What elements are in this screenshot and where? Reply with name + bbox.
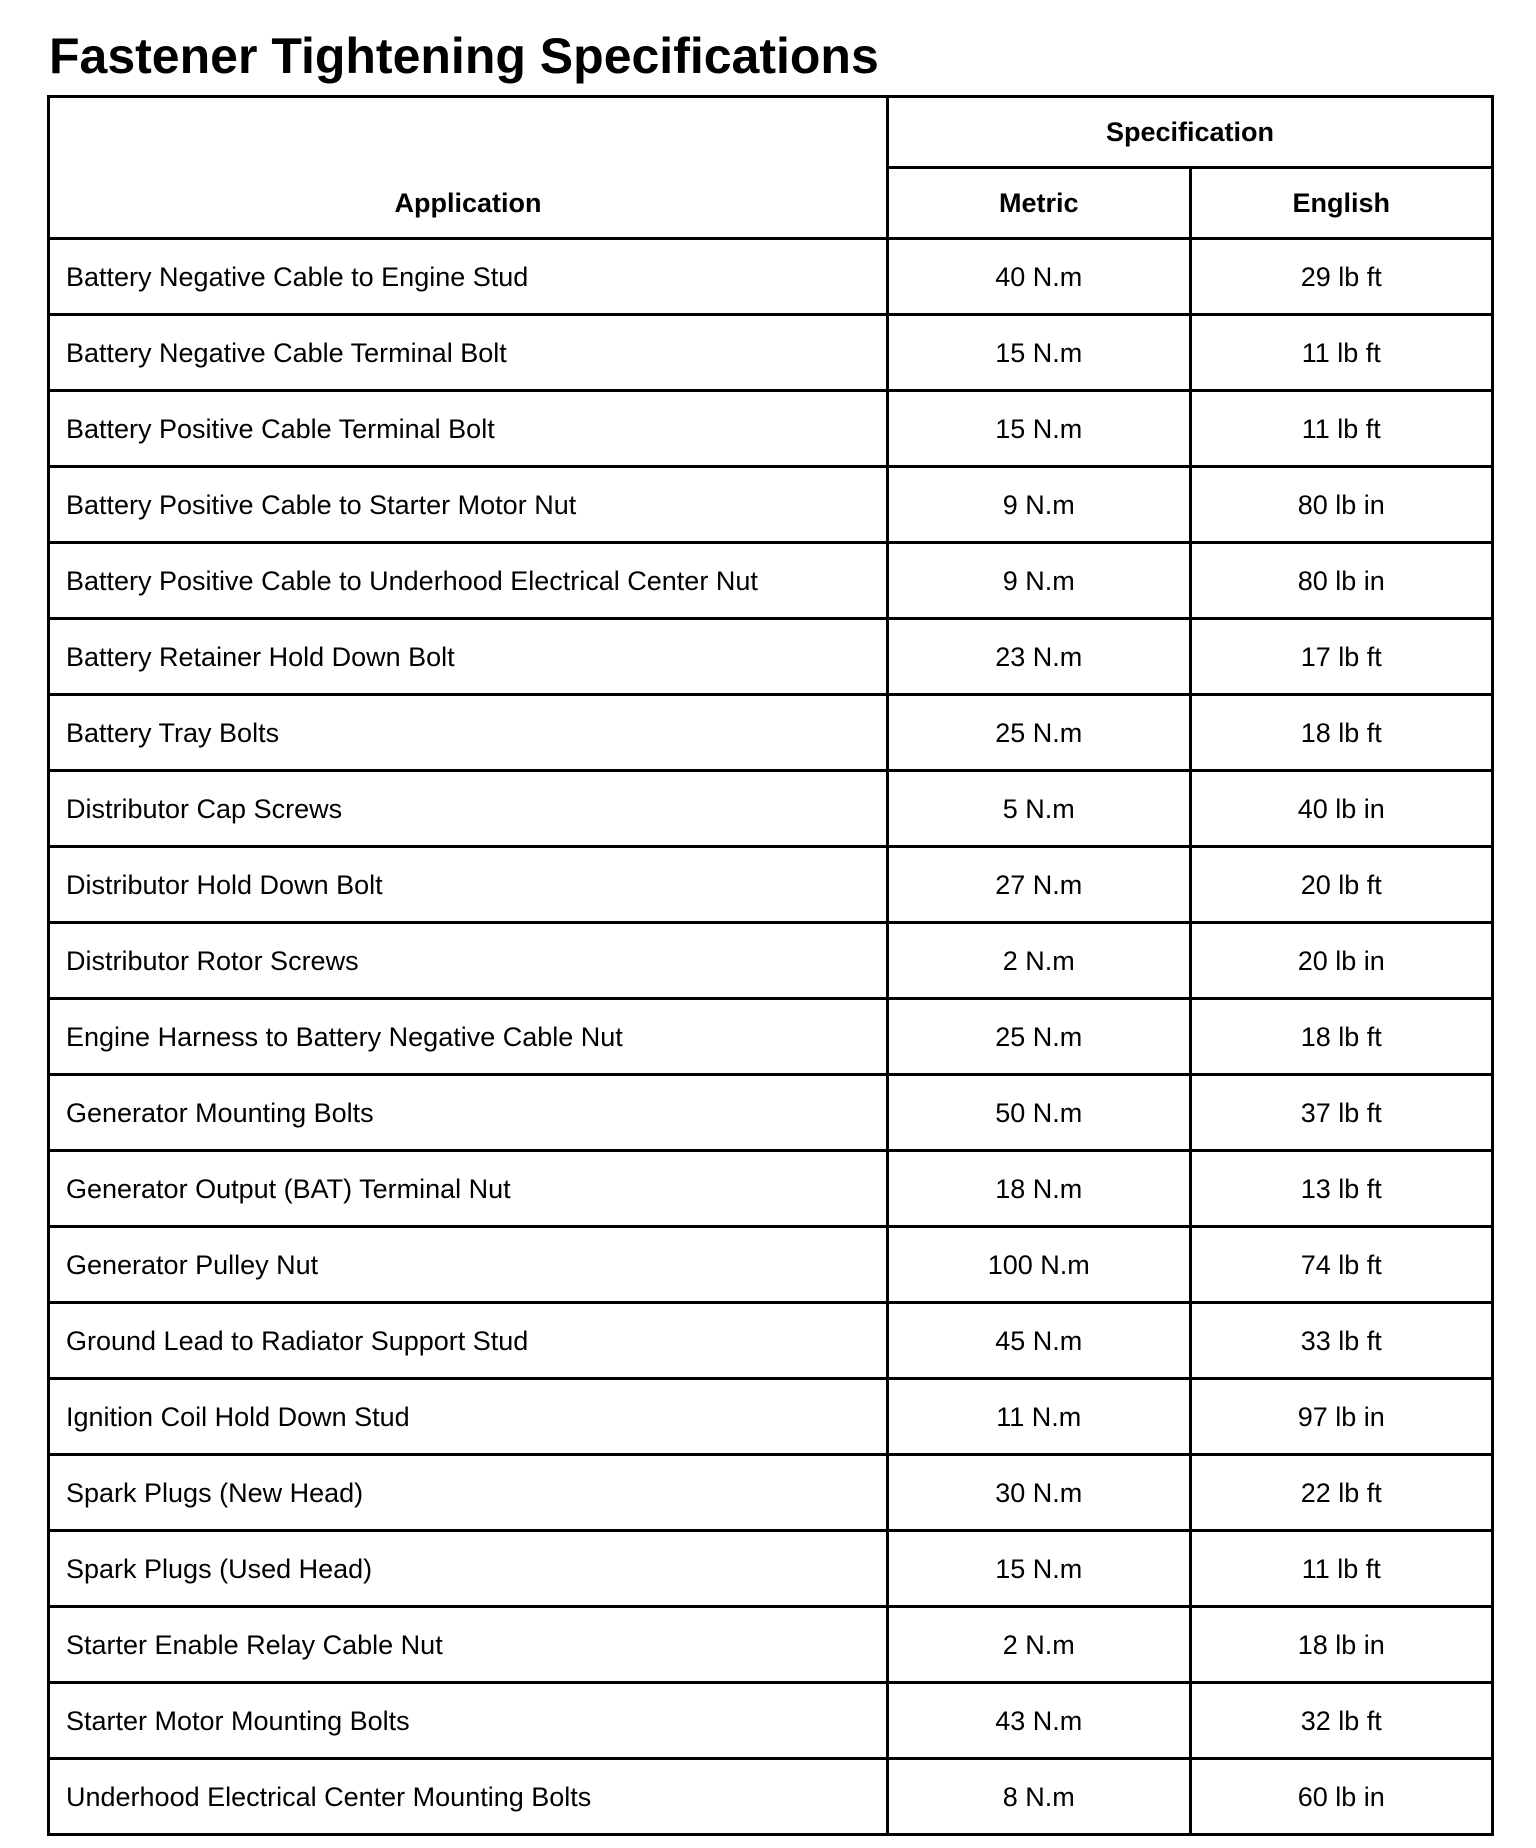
metric-cell: 45 N.m [888, 1303, 1190, 1379]
application-cell: Spark Plugs (Used Head) [49, 1531, 888, 1607]
metric-cell: 25 N.m [888, 695, 1190, 771]
metric-cell: 8 N.m [888, 1759, 1190, 1835]
table-row [49, 1607, 1493, 1683]
table-header [49, 97, 1493, 239]
metric-cell: 25 N.m [888, 999, 1190, 1075]
english-cell: 80 lb in [1190, 467, 1493, 543]
table-row [49, 467, 1493, 543]
metric-cell: 23 N.m [888, 619, 1190, 695]
table-row [49, 1075, 1493, 1151]
metric-cell: 50 N.m [888, 1075, 1190, 1151]
table-row [49, 1683, 1493, 1759]
metric-cell: 2 N.m [888, 1607, 1190, 1683]
metric-cell: 43 N.m [888, 1683, 1190, 1759]
application-cell: Spark Plugs (New Head) [49, 1455, 888, 1531]
english-cell: 74 lb ft [1190, 1227, 1493, 1303]
table-row [49, 1227, 1493, 1303]
application-cell: Battery Positive Cable Terminal Bolt [49, 391, 888, 467]
application-cell: Ignition Coil Hold Down Stud [49, 1379, 888, 1455]
header-row-top [49, 97, 1493, 168]
application-cell: Starter Motor Mounting Bolts [49, 1683, 888, 1759]
metric-cell: 15 N.m [888, 391, 1190, 467]
table-row [49, 543, 1493, 619]
table-row [49, 771, 1493, 847]
application-cell: Battery Retainer Hold Down Bolt [49, 619, 888, 695]
english-cell: 18 lb in [1190, 1607, 1493, 1683]
table-row [49, 1531, 1493, 1607]
application-cell: Generator Mounting Bolts [49, 1075, 888, 1151]
application-cell: Ground Lead to Radiator Support Stud [49, 1303, 888, 1379]
metric-cell: 15 N.m [888, 315, 1190, 391]
table-row [49, 999, 1493, 1075]
metric-cell: 18 N.m [888, 1151, 1190, 1227]
application-cell: Battery Negative Cable to Engine Stud [49, 239, 888, 315]
application-cell: Underhood Electrical Center Mounting Bolts [49, 1759, 888, 1835]
table-row [49, 1379, 1493, 1455]
application-cell: Battery Tray Bolts [49, 695, 888, 771]
application-cell: Distributor Rotor Screws [49, 923, 888, 999]
metric-cell: 40 N.m [888, 239, 1190, 315]
english-cell: 40 lb in [1190, 771, 1493, 847]
column-header-specification: Specification [888, 97, 1493, 168]
english-cell: 13 lb ft [1190, 1151, 1493, 1227]
english-cell: 20 lb in [1190, 923, 1493, 999]
application-cell: Generator Output (BAT) Terminal Nut [49, 1151, 888, 1227]
english-cell: 97 lb in [1190, 1379, 1493, 1455]
metric-cell: 9 N.m [888, 543, 1190, 619]
table-row [49, 695, 1493, 771]
english-cell: 60 lb in [1190, 1759, 1493, 1835]
metric-cell: 5 N.m [888, 771, 1190, 847]
application-cell: Distributor Hold Down Bolt [49, 847, 888, 923]
application-cell: Battery Positive Cable to Underhood Electrical Center Nut [49, 543, 888, 619]
english-cell: 11 lb ft [1190, 1531, 1493, 1607]
english-cell: 32 lb ft [1190, 1683, 1493, 1759]
table-row [49, 391, 1493, 467]
column-header-metric: Metric [888, 168, 1190, 239]
application-cell: Engine Harness to Battery Negative Cable Nut [49, 999, 888, 1075]
metric-cell: 11 N.m [888, 1379, 1190, 1455]
english-cell: 80 lb in [1190, 543, 1493, 619]
english-cell: 11 lb ft [1190, 315, 1493, 391]
metric-cell: 30 N.m [888, 1455, 1190, 1531]
english-cell: 11 lb ft [1190, 391, 1493, 467]
table-row [49, 239, 1493, 315]
english-cell: 18 lb ft [1190, 695, 1493, 771]
column-header-english: English [1190, 168, 1493, 239]
english-cell: 22 lb ft [1190, 1455, 1493, 1531]
table-row [49, 1455, 1493, 1531]
english-cell: 29 lb ft [1190, 239, 1493, 315]
page-title: Fastener Tightening Specifications [49, 28, 879, 84]
table-row [49, 847, 1493, 923]
english-cell: 18 lb ft [1190, 999, 1493, 1075]
english-cell: 37 lb ft [1190, 1075, 1493, 1151]
metric-cell: 15 N.m [888, 1531, 1190, 1607]
table-row [49, 1151, 1493, 1227]
table-row [49, 315, 1493, 391]
metric-cell: 100 N.m [888, 1227, 1190, 1303]
application-cell: Battery Positive Cable to Starter Motor Nut [49, 467, 888, 543]
english-cell: 17 lb ft [1190, 619, 1493, 695]
application-cell: Battery Negative Cable Terminal Bolt [49, 315, 888, 391]
metric-cell: 9 N.m [888, 467, 1190, 543]
table-row [49, 1303, 1493, 1379]
fastener-spec-table [47, 95, 1494, 1836]
table-body [49, 239, 1493, 1835]
application-cell: Distributor Cap Screws [49, 771, 888, 847]
table-row [49, 1759, 1493, 1835]
table-row [49, 923, 1493, 999]
application-cell: Starter Enable Relay Cable Nut [49, 1607, 888, 1683]
application-cell: Generator Pulley Nut [49, 1227, 888, 1303]
column-header-application: Application [49, 97, 888, 239]
metric-cell: 2 N.m [888, 923, 1190, 999]
english-cell: 33 lb ft [1190, 1303, 1493, 1379]
metric-cell: 27 N.m [888, 847, 1190, 923]
english-cell: 20 lb ft [1190, 847, 1493, 923]
table-row [49, 619, 1493, 695]
